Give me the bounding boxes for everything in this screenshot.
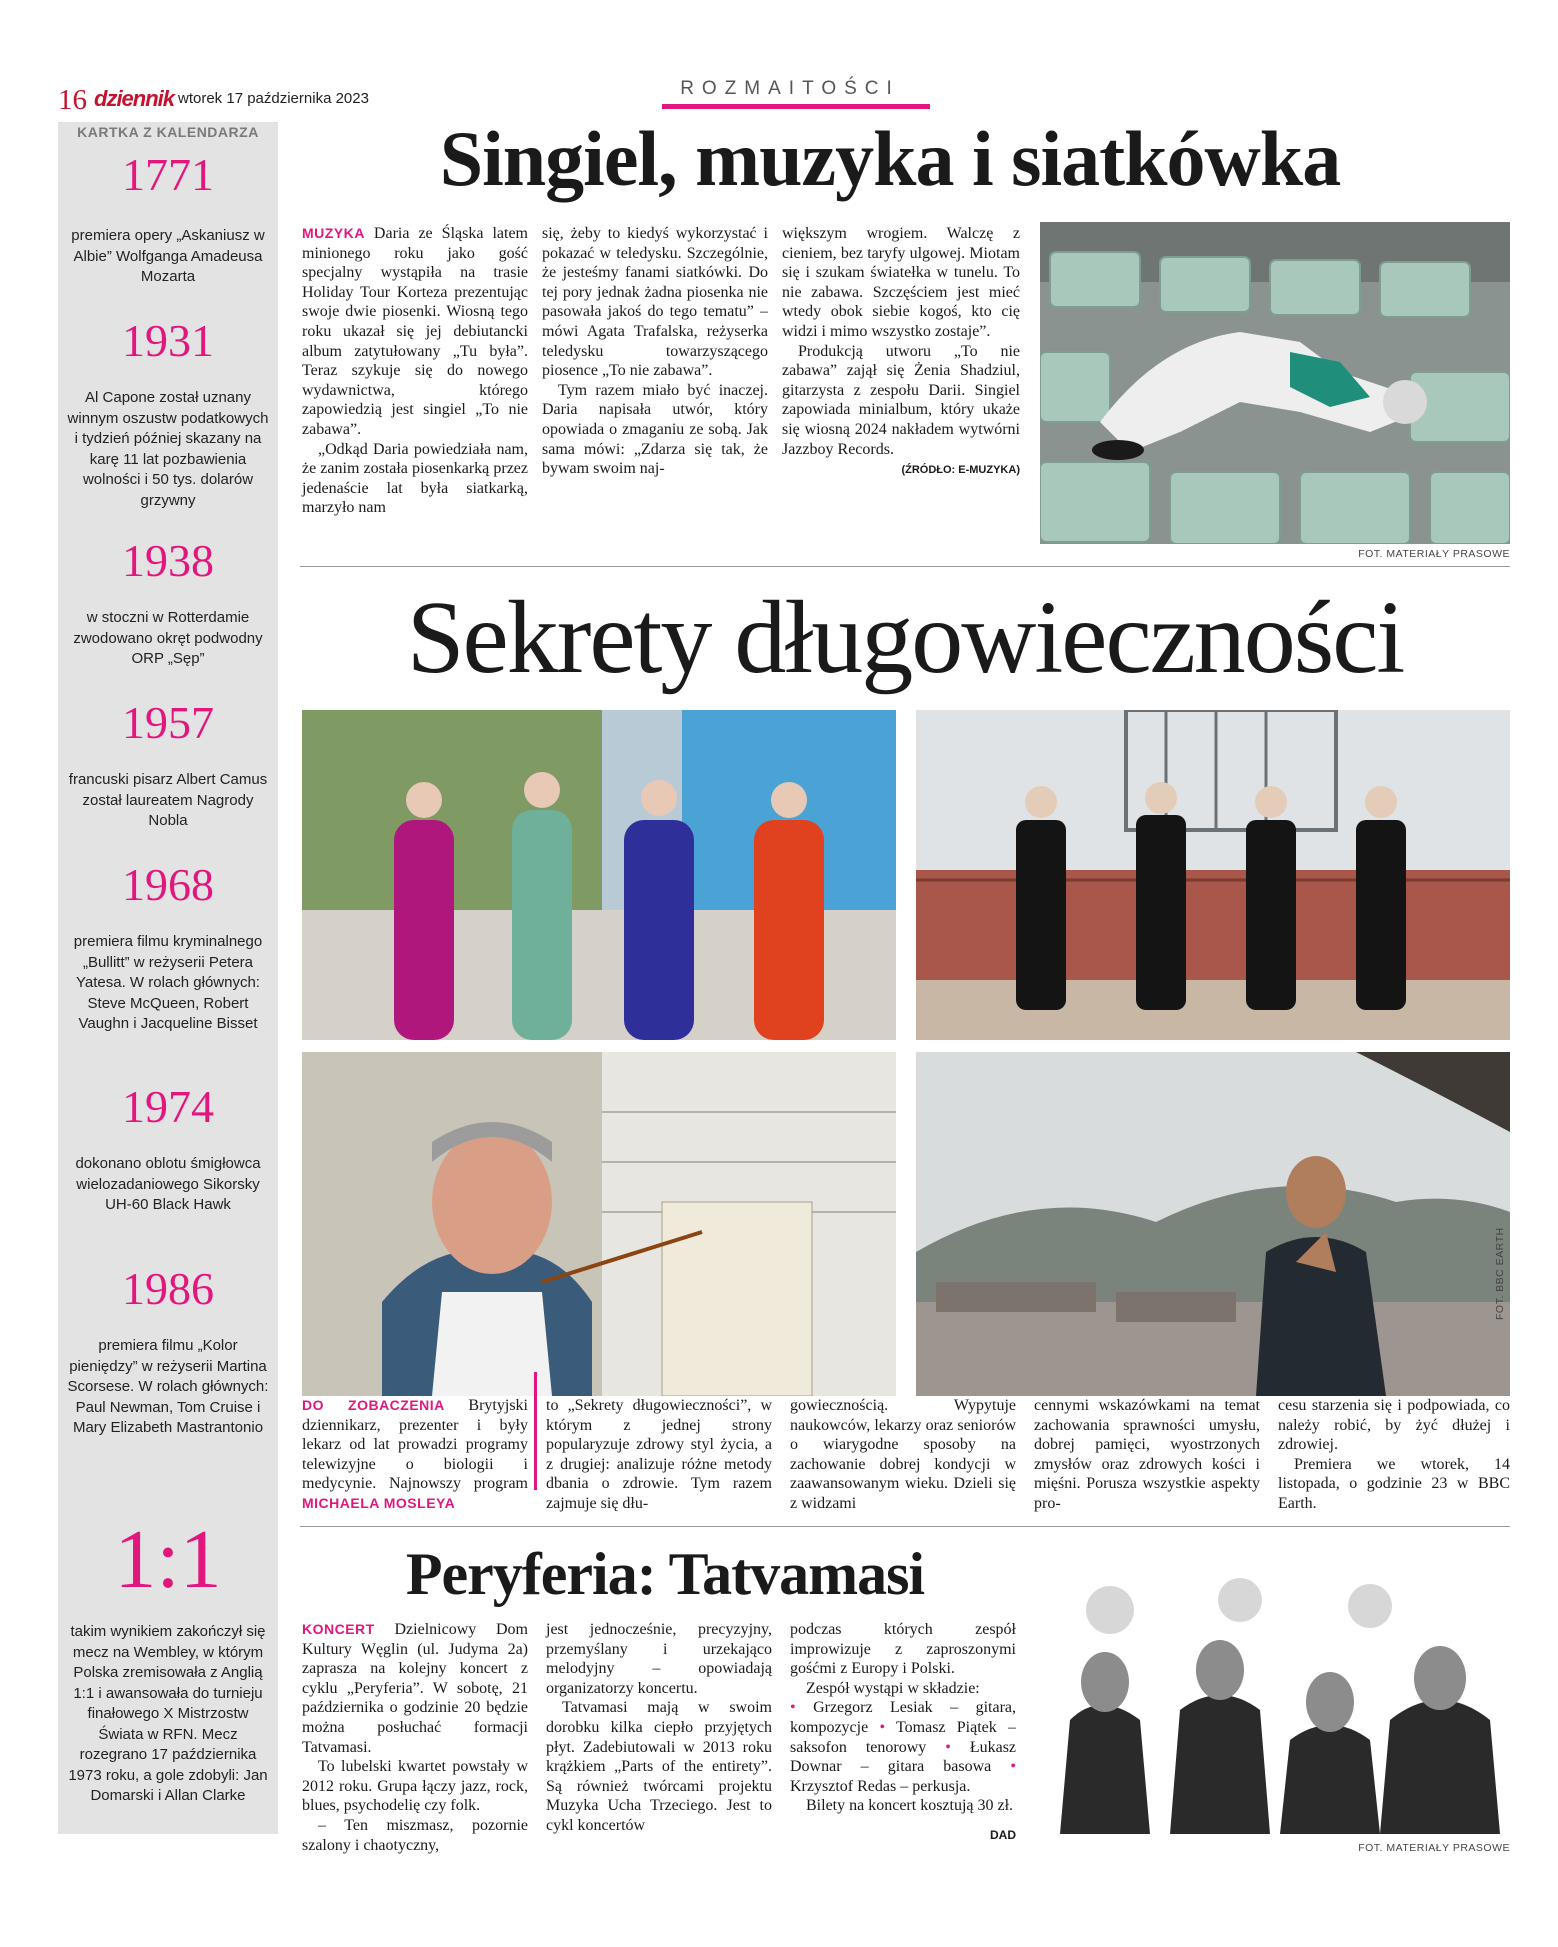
article1-column-1 <box>302 224 528 518</box>
calendar-text: Al Capone został uznany winnym oszustw podatkowych i tydzień później skazany na karę 11 lat pozbawienia wolności i 50 tys. dolarów grzywny <box>67 389 269 509</box>
article1-col1-p2: „Odkąd Daria powiedziała nam, że zanim została piosenkarką przez jedenaście lat była siatkarką, marzyło nam <box>302 440 528 517</box>
photo-monk-mountains <box>916 1052 1510 1396</box>
accent-line <box>534 1372 537 1490</box>
article3-col1-p3: – Ten miszmasz, pozornie szalony i chaotyczny, <box>302 1816 528 1854</box>
article3-kicker: KONCERT <box>302 1621 375 1637</box>
band-member: Grzegorz Lesiak – gitara, kompozycje <box>790 1699 1016 1736</box>
calendar-text: w stoczni w Rotterdamie zwodowano okręt podwodny ORP „Sęp” <box>73 609 263 667</box>
article1-kicker: MUZYKA <box>302 225 365 241</box>
divider <box>300 566 1510 567</box>
article2-col5-p1: cesu starzenia się i podpowiada, co należy robić, by żyć dłużej i zdrowiej. <box>1278 1397 1510 1454</box>
calendar-text: premiera filmu „Kolor pieniędzy” w reżyserii Martina Scorsese. W rolach głównych: Paul Newman, Tom Cruise i Mary Elizabeth Mastrantonio <box>67 1337 269 1436</box>
article3-col3-p1: podczas których zespół improwizuje z zaproszonymi gośćmi z Europy i Polski. <box>790 1621 1016 1678</box>
photo-band-tatvamasi <box>1040 1570 1510 1834</box>
article1-col3-p1: większym wrogiem. Walczę z cieniem, bez taryfy ulgowej. Miotam się i szukam światełka w tunelu. To nie zabawa. Szczęściem jest mieć wtedy obok siebie kogoś, kto cię widzi i mimo wszystko zostaje”. <box>782 225 1020 340</box>
article2-kicker: DO ZOBACZENIA <box>302 1397 445 1413</box>
calendar-year: 1986 <box>122 1263 214 1314</box>
band-member: Łukasz Downar – gitara basowa <box>790 1738 1017 1776</box>
article2-col5-p2: Premiera we wtorek, 14 listopada, o godzinie 23 w BBC Earth. <box>1278 1455 1510 1512</box>
article1-col2-p2: Tym razem miało być inaczej. Daria napisała utwór, który opowiada o zmaganiu ze sobą. Jak sama mówi: „Zdarza się tak, że bywam swoim naj- <box>542 381 768 478</box>
calendar-text: francuski pisarz Albert Camus został laureatem Nagrody Nobla <box>68 771 268 829</box>
article2-photo-credit: FOT. BBC EARTH <box>1494 1227 1506 1320</box>
article1-source: (ŹRÓDŁO: E-MUZYKA) <box>901 464 1020 477</box>
band-member: Tomasz Piątek – saksofon tenorowy <box>790 1718 1016 1756</box>
calendar-text: dokonano oblotu śmigłowca wielozadaniowego Sikorsky UH-60 Black Hawk <box>75 1155 261 1213</box>
article1-column-3 <box>782 224 1020 481</box>
headline-singiel: Singiel, muzyka i siatkówka <box>439 115 1341 202</box>
photo-presenter-painting <box>302 1052 896 1396</box>
article2-column-5 <box>1278 1396 1510 1514</box>
article3-col1-p1: Dzielnicowy Dom Kultury Węglin (ul. Judyma 2a) zaprasza na kolejny koncert z cyklu „Peryferia”. W sobotę, 21 października o godzinie 20 będzie można posłuchać formacji Tatvamasi. <box>302 1621 528 1756</box>
article1-column-2 <box>542 224 768 479</box>
calendar-year: 1771 <box>122 149 214 200</box>
article2-column-3 <box>790 1396 1016 1514</box>
article2-col1-text: Brytyjski dziennikarz, prezenter i były lekarz od lat prowadzi programy telewizyjne o biologii i medycynie. Najnowszy program <box>302 1397 528 1493</box>
newspaper-logo: dziennik <box>94 86 175 111</box>
article3-col1-p2: To lubelski kwartet powstały w 2012 roku. Grupa łączy jazz, rock, blues, psychodelię czy folk. <box>302 1758 528 1815</box>
band-member: Krzysztof Redas – perkusja. <box>790 1777 971 1795</box>
photo-four-women-balcony <box>916 710 1510 1040</box>
article1-col2-p1: się, żeby to kiedyś wykorzystać i pokazać w teledysku. Szczególnie, że jesteśmy fanami siatkówki. Do tej pory jednak żadna piosenka nie pasowała jakoś do tego tematu” – mówi Agata Trafalska, reżyserka teledysku towarzyszącego piosence „To nie zabawa”. <box>542 225 768 380</box>
article1-photo-credit: FOT. MATERIAŁY PRASOWE <box>1358 548 1510 560</box>
calendar-title: KARTKA Z KALENDARZA <box>77 124 259 140</box>
photo-four-women-walking <box>302 710 896 1040</box>
headline-sekrety: Sekrety długowieczności <box>406 580 1404 695</box>
article2-col3-text: gowiecznością. Wypytuje naukowców, lekarzy oraz seniorów o wiarygodne sposoby na zachowanie dobrej kondycji w zaawansowanym wieku. Dzieli się z widzami <box>790 1397 1016 1512</box>
article2-column-4 <box>1034 1396 1260 1514</box>
calendar-text: premiera opery „Askaniusz w Albie” Wolfganga Amadeusa Mozarta <box>71 227 265 285</box>
article2-col4-text: cennymi wskazówkami na temat zachowania sprawności umysłu, dobrej pamięci, wyostrzonych zmysłów oraz zdrowych kości i mięśni. Porusza wszystkie aspekty pro- <box>1034 1397 1260 1512</box>
article3-col3-p2: Zespół wystąpi w składzie: <box>806 1679 980 1697</box>
author-signature: DAD <box>990 1828 1016 1842</box>
article3-column-3 <box>790 1620 1016 1816</box>
article3-column-1 <box>302 1620 528 1855</box>
divider <box>300 1526 1510 1527</box>
article1-col1-p1: Daria ze Śląska latem minionego roku jako gość specjalny wystąpiła na trasie Holiday Tour Korteza prezentując swoje dwie piosenki. Wiosną tego roku ukazał się jej debiutancki album zatytułowany „Tu była”. Teraz szykuje się do nowego wydawnictwa, którego zapowiedzią jest singiel „To nie zabawa”. <box>302 225 528 438</box>
calendar-year: 1974 <box>122 1081 214 1132</box>
headline-peryferia: Peryferia: Tatvamasi <box>405 1541 925 1607</box>
section-underline <box>662 104 930 109</box>
article3-col2-p2: Tatvamasi mają w swoim dorobku kilka ciepło przyjętych płyt. Zadebiutowali w 2013 roku krążkiem „Parts of the entirety”. Są również twórcami projektu Muzyka Ucha Trzeciego. Jest to cykl koncertów <box>546 1699 772 1834</box>
section-title: ROZMAITOŚCI <box>680 78 900 99</box>
calendar-year: 1957 <box>122 697 214 748</box>
issue-date: wtorek 17 października 2023 <box>178 90 369 107</box>
photo-singer-stadium <box>1040 222 1510 544</box>
bullet-icon: • <box>790 1699 796 1717</box>
bullet-icon: • <box>879 1718 886 1736</box>
calendar-text: premiera filmu kryminalnego „Bullitt” w reżyserii Petera Yatesa. W rolach głównych: Steve McQueen, Robert Vaughn i Jacqueline Bisset <box>73 933 263 1032</box>
article3-col2-p1: jest jednocześnie, precyzyjny, przemyślany i urzekająco melodyjny – opowiadają organizatorzy koncertu. <box>546 1621 772 1697</box>
article3-photo-credit: FOT. MATERIAŁY PRASOWE <box>1358 1842 1510 1854</box>
match-score: 1:1 <box>114 1513 222 1606</box>
article2-col2-text: to „Sekrety długowieczności”, w którym z jednej strony popularyzuje zdrowy styl życia, a z drugiej: analizuje różne metody dbania o zdrowie. Tym razem zajmuje się dłu- <box>546 1397 772 1512</box>
article3-column-2 <box>546 1620 772 1836</box>
article2-column-2 <box>546 1396 772 1514</box>
calendar-year: 1938 <box>122 535 214 586</box>
page-number: 16 <box>58 84 87 116</box>
article2-column-1 <box>302 1396 528 1514</box>
match-score-text: takim wynikiem zakończył się mecz na Wembley, w którym Polska zremisowała z Anglią 1:1 i awansowała do turnieju finałowego X Mistrzostw Świata w RFN. Mecz rozegrano 17 października 1973 roku, a gole zdobyli: Jan Domarski i Allan Clarke <box>68 1623 268 1804</box>
calendar-year: 1931 <box>122 315 214 366</box>
bullet-icon: • <box>945 1738 951 1756</box>
article2-kicker-name: MICHAELA MOSLEYA <box>302 1494 456 1511</box>
article3-col3-p3: Bilety na koncert kosztują 30 zł. <box>806 1797 1014 1815</box>
article1-col3-p2: Produkcją utworu „To nie zabawa” zajął się Żenia Shadziul, gitarzysta z zespołu Darii. Singiel zapowiada minialbum, który ukaże się wiosną 2024 nakładem wytwórni Jazzboy Records. <box>782 342 1020 458</box>
calendar-year: 1968 <box>122 859 214 910</box>
bullet-icon: • <box>1010 1758 1016 1776</box>
